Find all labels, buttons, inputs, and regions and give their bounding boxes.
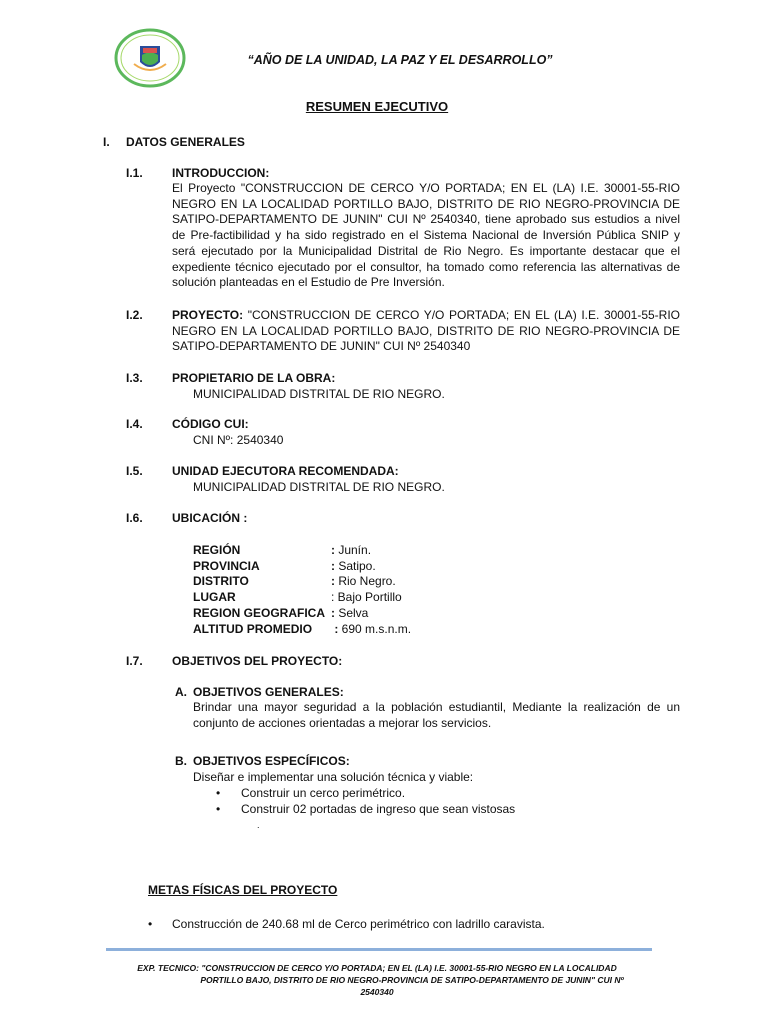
general-objectives-text: Brindar una mayor seguridad a la población estudiantil, Mediante la realización de un conjunto de acciones orientadas a mejorar los servicios. bbox=[193, 700, 680, 730]
list-item: • Construir un cerco perimétrico. bbox=[216, 786, 406, 800]
item-number-i7: I.7. bbox=[126, 654, 143, 668]
item-number-i6: I.6. bbox=[126, 511, 143, 525]
item-number-i5: I.5. bbox=[126, 464, 143, 478]
location-row: PROVINCIA : Satipo. bbox=[193, 558, 376, 573]
page-title: RESUMEN EJECUTIVO bbox=[305, 99, 449, 114]
location-row: REGIÓN : Junín. bbox=[193, 543, 372, 557]
specific-objectives-heading: OBJETIVOS ESPECÍFICOS: bbox=[193, 754, 350, 768]
item-heading-i3: PROPIETARIO DE LA OBRA: bbox=[172, 371, 336, 385]
footer-line: EXP. TECNICO: "CONSTRUCCION DE CERCO Y/O PORTADA; EN EL (LA) I.E. 30001-55-RIO NEGRO EN LA LOCALIDAD bbox=[137, 963, 617, 973]
metas-heading: METAS FÍSICAS DEL PROYECTO bbox=[148, 883, 338, 897]
stray-mark: . bbox=[257, 820, 260, 830]
executor-text: MUNICIPALIDAD DISTRITAL DE RIO NEGRO. bbox=[193, 480, 445, 494]
footer-line: 2540340 bbox=[360, 987, 394, 997]
item-heading-i1: INTRODUCCION: bbox=[172, 166, 270, 180]
location-row: LUGAR : Bajo Portillo bbox=[193, 590, 402, 605]
general-objectives-heading: OBJETIVOS GENERALES: bbox=[193, 685, 344, 699]
footer-line: PORTILLO BAJO, DISTRITO DE RIO NEGRO-PROVINCIA DE SATIPO-DEPARTAMENTO DE JUNIN" CUI Nº bbox=[200, 975, 624, 985]
motto: “AÑO DE LA UNIDAD, LA PAZ Y EL DESARROLLO” bbox=[247, 53, 553, 67]
item-number-i3: I.3. bbox=[126, 371, 143, 385]
section-heading: DATOS GENERALES bbox=[126, 135, 245, 149]
page-footer bbox=[112, 962, 642, 998]
specific-objectives-text: Diseñar e implementar una solución técnica y viable: bbox=[193, 770, 474, 784]
list-item: • Construir 02 portadas de ingreso que sean vistosas bbox=[216, 802, 516, 816]
objective-letter-b: B. bbox=[175, 754, 187, 768]
location-row: REGION GEOGRAFICA : Selva bbox=[193, 605, 369, 620]
objective-letter-a: A. bbox=[175, 685, 187, 699]
item-number-i2: I.2. bbox=[126, 308, 143, 322]
footer-divider bbox=[106, 948, 652, 951]
item-number-i4: I.4. bbox=[126, 417, 143, 431]
owner-text: MUNICIPALIDAD DISTRITAL DE RIO NEGRO. bbox=[193, 387, 445, 401]
item-heading-i4: CÓDIGO CUI: bbox=[172, 417, 249, 431]
item-number-i1: I.1. bbox=[126, 166, 143, 180]
list-item: • Construcción de 240.68 ml de Cerco perimétrico con ladrillo caravista. bbox=[148, 917, 545, 931]
institution-logo bbox=[112, 28, 188, 88]
section-number: I. bbox=[103, 135, 110, 149]
location-row: ALTITUD PROMEDIO : 690 m.s.n.m. bbox=[193, 621, 412, 636]
item-heading-i5: UNIDAD EJECUTORA RECOMENDADA: bbox=[172, 464, 399, 478]
location-table bbox=[193, 543, 493, 637]
introduction-text: El Proyecto "CONSTRUCCION DE CERCO Y/O PORTADA; EN EL (LA) I.E. 30001-55-RIO NEGRO EN LA LOCALIDAD PORTILLO BAJO, DISTRITO DE RIO NEGRO-PROVINCIA DE SATIPO-DEPARTAMENTO DE JUNIN" CUI Nº 2540340, tiene aprobado sus estudios a nivel de Pre-factibilidad y ha sido registrado en el Sistema Nacional de Inversión Pública SNIP y será ejecutado por la Municipalidad Distrital de Rio Negro. Es importante destacar que el expediente técnico ejecutado por el consultor, ha tomado como referencia las alternativas de solución planteadas en el Estudio de Pre Inversión. bbox=[172, 181, 680, 290]
item-heading-i6: UBICACIÓN : bbox=[172, 511, 248, 525]
item-heading-i7: OBJETIVOS DEL PROYECTO: bbox=[172, 654, 343, 668]
project-text: PROYECTO: "CONSTRUCCION DE CERCO Y/O PORTADA; EN EL (LA) I.E. 30001-55-RIO NEGRO EN LA LOCALIDAD PORTILLO BAJO, DISTRITO DE RIO NEGRO-PROVINCIA DE SATIPO-DEPARTAMENTO DE JUNIN" CUI Nº 2540340 bbox=[172, 308, 680, 354]
cui-text: CNI Nº: 2540340 bbox=[193, 433, 284, 447]
location-row: DISTRITO : Rio Negro. bbox=[193, 574, 396, 589]
